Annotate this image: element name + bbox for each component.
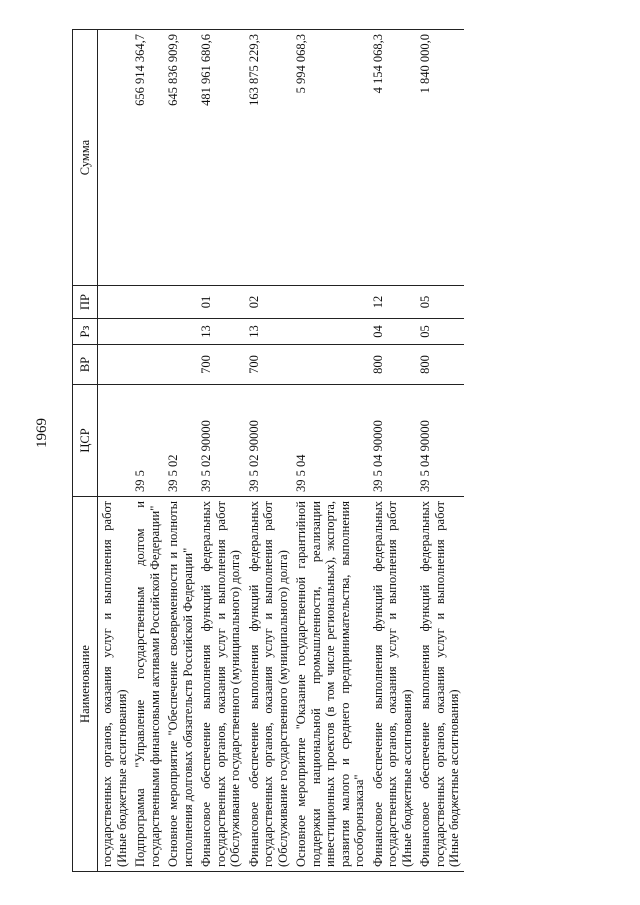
header-vr: ВР: [73, 345, 98, 385]
row-pr: [131, 286, 164, 319]
row-name: Подпрограмма "Управление государственным долгом и государственными финансовыми активами Российской Федерации": [131, 497, 164, 872]
row-name: государственных органов, оказания услуг и выполнения работ (Иные бюджетные ассигнования): [98, 497, 132, 872]
row-pr: [164, 286, 197, 319]
row-vr: [131, 345, 164, 385]
row-sum: 481 961 680,6: [197, 30, 245, 286]
table-header-row: [73, 30, 98, 872]
row-pr: [98, 286, 132, 319]
row-vr: 800: [416, 345, 464, 385]
row-vr: 700: [245, 345, 293, 385]
header-rz: Рз: [73, 319, 98, 345]
row-pr: 02: [245, 286, 293, 319]
row-name: Финансовое обеспечение выполнения функций федеральных государственных органов, оказания услуг и выполнения работ (Обслуживание государственного (муниципального) долга): [245, 497, 293, 872]
table-row: [245, 30, 293, 872]
table-row: [292, 30, 369, 872]
header-sum: Сумма: [73, 30, 98, 286]
header-csr: ЦСР: [73, 385, 98, 497]
row-csr: 39 5 02 90000: [245, 385, 293, 497]
row-rz: [131, 319, 164, 345]
row-name: Финансовое обеспечение выполнения функций федеральных государственных органов, оказания услуг и выполнения работ (Обслуживание государственного (муниципального) долга): [197, 497, 245, 872]
row-pr: 05: [416, 286, 464, 319]
row-csr: [98, 385, 132, 497]
row-rz: [98, 319, 132, 345]
row-sum: 645 836 909,9: [164, 30, 197, 286]
row-vr: 700: [197, 345, 245, 385]
row-rz: 04: [369, 319, 417, 345]
table-row: [416, 30, 464, 872]
row-pr: 12: [369, 286, 417, 319]
row-sum: 4 154 068,3: [369, 30, 417, 286]
budget-table: [72, 29, 464, 872]
header-pr: ПР: [73, 286, 98, 319]
header-name: Наименование: [73, 497, 98, 872]
row-rz: [164, 319, 197, 345]
row-csr: 39 5 02: [164, 385, 197, 497]
table-row: [164, 30, 197, 872]
row-csr: 39 5 02 90000: [197, 385, 245, 497]
row-csr: 39 5 04 90000: [416, 385, 464, 497]
row-pr: [292, 286, 369, 319]
row-rz: 13: [245, 319, 293, 345]
table-row: [369, 30, 417, 872]
row-name: Финансовое обеспечение выполнения функций федеральных государственных органов, оказания услуг и выполнения работ (Иные бюджетные ассигнования): [369, 497, 417, 872]
row-sum: 163 875 229,3: [245, 30, 293, 286]
table-row: [197, 30, 245, 872]
row-name: Основное мероприятие "Оказание государственной гарантийной поддержки национальной промышленности, реализации инвестиционных проектов (в том числе региональных), экспорта, развития малого и среднего предпринимательства, выполнения гособоронзаказа": [292, 497, 369, 872]
row-name: Финансовое обеспечение выполнения функций федеральных государственных органов, оказания услуг и выполнения работ (Иные бюджетные ассигнования): [416, 497, 464, 872]
row-rz: 05: [416, 319, 464, 345]
row-pr: 01: [197, 286, 245, 319]
row-sum: [98, 30, 132, 286]
page-number: 1969: [34, 418, 50, 448]
row-sum: 656 914 364,7: [131, 30, 164, 286]
row-vr: [292, 345, 369, 385]
row-sum: 5 994 068,3: [292, 30, 369, 286]
row-csr: 39 5 04: [292, 385, 369, 497]
row-name: Основное мероприятие "Обеспечение своевременности и полноты исполнения долговых обязательств Российской Федерации": [164, 497, 197, 872]
row-csr: 39 5 04 90000: [369, 385, 417, 497]
row-rz: [292, 319, 369, 345]
row-sum: 1 840 000,0: [416, 30, 464, 286]
row-vr: 800: [369, 345, 417, 385]
row-rz: 13: [197, 319, 245, 345]
rotated-page-content: [72, 30, 592, 872]
row-vr: [164, 345, 197, 385]
table-row: [131, 30, 164, 872]
row-csr: 39 5: [131, 385, 164, 497]
row-vr: [98, 345, 132, 385]
table-row: [98, 30, 132, 872]
